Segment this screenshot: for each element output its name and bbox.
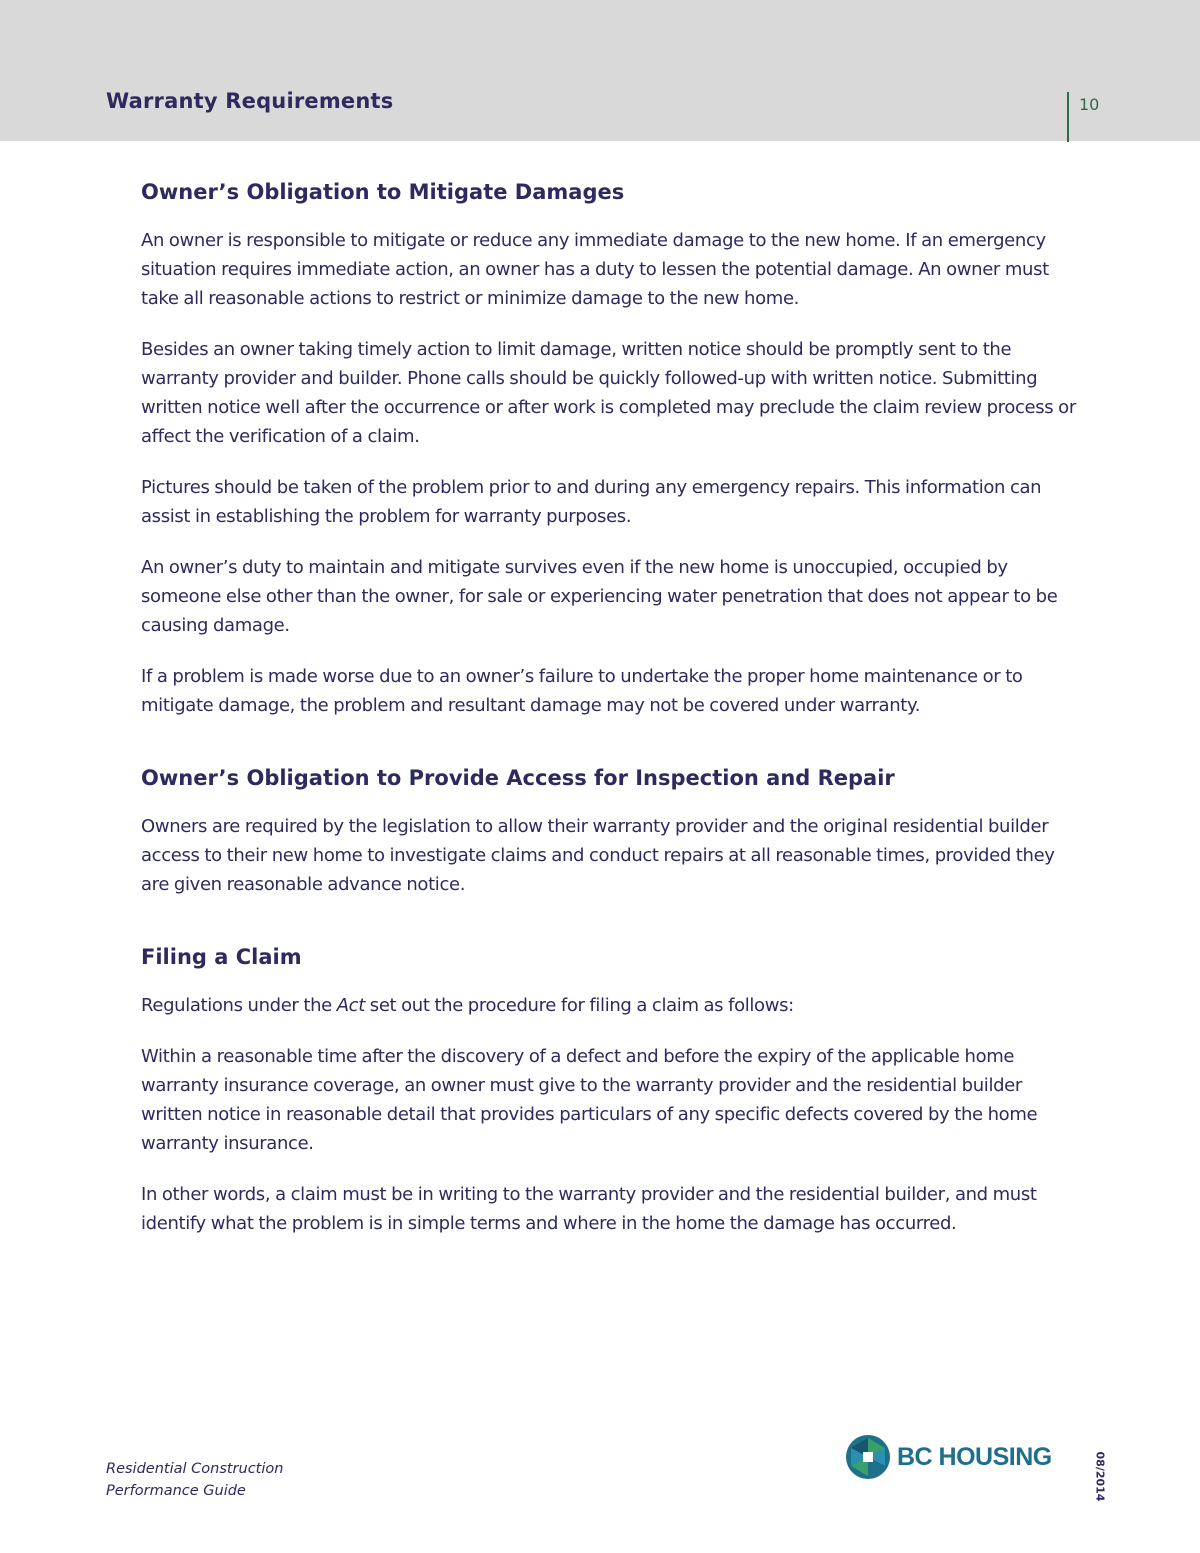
footer-line-1: Residential Construction [106, 1461, 284, 1477]
act-italic: Act [336, 995, 365, 1016]
paragraph: Within a reasonable time after the discovery of a defect and before the expiry of the applicable home warranty insurance coverage, an owner must give to the warranty provider and the residential builder written notice in reasonable detail that provides particulars of any specific defects covered by the home warranty insurance. [141, 1046, 1038, 1154]
footer-guide-title [106, 1458, 283, 1502]
paragraph: An owner’s duty to maintain and mitigate survives even if the new home is unoccupied, occupied by someone else other than the owner, for sale or experiencing water penetration that does not appear to be causing damage. [141, 557, 1058, 636]
paragraph: Besides an owner taking timely action to limit damage, written notice should be promptly sent to the warranty provider and builder. Phone calls should be quickly followed-up with written notice. Submitting written notice well after the occurrence or after work is completed may preclude the claim review process or affect the verification of a claim. [141, 339, 1076, 447]
section-heading-filing-claim: Filing a Claim [141, 945, 302, 969]
paragraph: In other words, a claim must be in writing to the warranty provider and the residential builder, and must identify what the problem is in simple terms and where in the home the damage has occurred. [141, 1184, 1037, 1234]
intro-text-before: Regulations under the [141, 995, 337, 1016]
section-heading-access: Owner’s Obligation to Provide Access for Inspection and Repair [141, 766, 895, 790]
revision-date: 08/2014 [1093, 1451, 1107, 1502]
page-header-title: Warranty Requirements [106, 89, 394, 113]
section-spacer [141, 742, 1076, 764]
header-divider [1067, 92, 1069, 142]
paragraph: Pictures should be taken of the problem prior to and during any emergency repairs. This information can assist in establishing the problem for warranty purposes. [141, 477, 1042, 527]
paragraph: Owners are required by the legislation to allow their warranty provider and the original residential builder access to their new home to investigate claims and conduct repairs at all reasonable times, provided they are given reasonable advance notice. [141, 816, 1055, 895]
paragraph: If a problem is made worse due to an owner’s failure to undertake the proper home maintenance or to mitigate damage, the problem and resultant damage may not be covered under warranty. [141, 666, 1023, 716]
logo-wordmark: BC HOUSING [897, 1442, 1052, 1471]
footer-line-2: Performance Guide [106, 1483, 246, 1499]
document-body [141, 178, 1076, 1260]
bc-housing-logo-icon [845, 1434, 891, 1480]
filing-claim-intro [141, 991, 1076, 1020]
header-band [0, 0, 1200, 141]
paragraph: An owner is responsible to mitigate or reduce any immediate damage to the new home. If an emergency situation requires immediate action, an owner has a duty to lessen the potential damage. An owner must take all reasonable actions to restrict or minimize damage to the new home. [141, 230, 1049, 309]
page-number: 10 [1079, 95, 1100, 114]
section-spacer [141, 921, 1076, 943]
intro-text-after: set out the procedure for filing a claim as follows: [364, 995, 794, 1016]
bc-housing-logo [845, 1434, 1052, 1480]
section-heading-mitigate: Owner’s Obligation to Mitigate Damages [141, 180, 625, 204]
